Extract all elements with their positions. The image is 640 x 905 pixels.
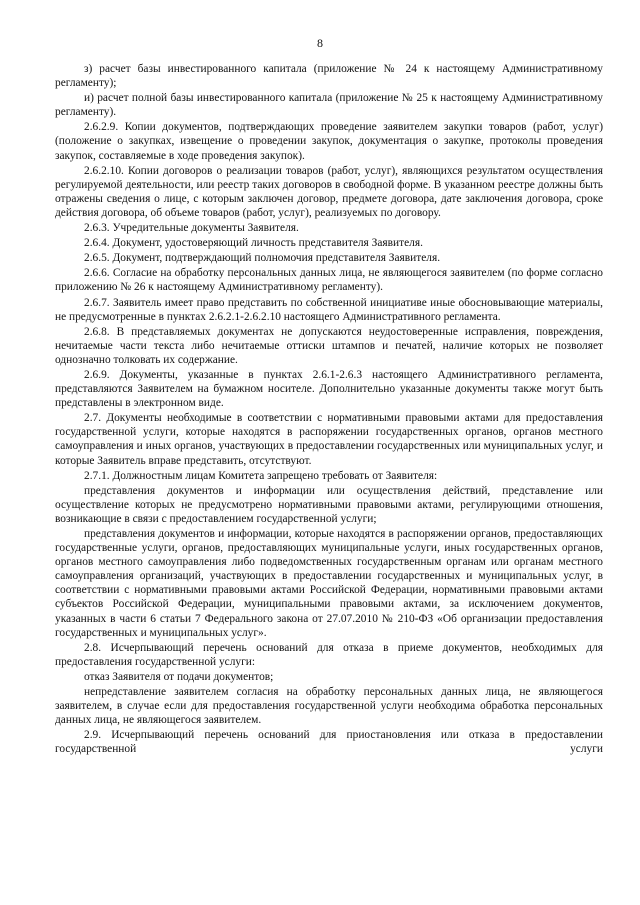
paragraph: з) расчет базы инвестированного капитала (приложение № 24 к настоящему Административному регламенту); — [55, 63, 603, 90]
paragraph: и) расчет полной базы инвестированного капитала (приложение № 25 к настоящему Административному регламенту). — [55, 92, 603, 119]
paragraph: 2.6.7. Заявитель имеет право представить по собственной инициативе иные обосновывающие материалы, не предусмотренные в пунктах 2.6.2.1-2.6.2.10 настоящего Административного регламента. — [55, 296, 603, 323]
paragraph: 2.6.5. Документ, подтверждающий полномочия представителя Заявителя. — [84, 252, 441, 265]
paragraph: 2.7. Документы необходимые в соответствии с нормативными правовыми актами для предоставления государственной услуги, которые находятся в распоряжении государственных органов, органов местного самоуправления и иных органов, участвующих в предоставлении государственных или муниципальных услуг, и которые Заявитель вправе представить, отсутствуют. — [55, 412, 603, 467]
paragraph: отказ Заявителя от подачи документов; — [84, 670, 274, 683]
paragraph: 2.6.2.10. Копии договоров о реализации товаров (работ, услуг), являющихся результатом осуществления регулируемой деятельности, или реестр таких договоров в свободной форме. В указанном реестре должны быть отражены сведения о лице, с которым заключен договор, предмете договора, дате заключения договора, сроке действия договора, об объеме товаров (работ, услуг), реализуемых по договору. — [55, 164, 603, 219]
paragraph: непредставление заявителем согласия на обработку персональных данных лица, не являющегося заявителем, в случае если для предоставления государственной услуги необходима обработка персональных данных лица, не являющегося заявителем. — [55, 686, 603, 727]
paragraph: представления документов и информации, которые находятся в распоряжении органов, предоставляющих государственные услуги, органов, предоставляющих муниципальные услуги, иных государственных органов, органов местного самоуправления либо подведомственных государственным органам или органам местного самоуправления организаций, участвующих в предоставлении государственных и муниципальных услуг, в соответствии с нормативными правовыми актами Российской Федерации, нормативными правовыми актами субъектов Российской Федерации, муниципальными правовыми актами, за исключением документов, указанных в части 6 статьи 7 Федерального закона от 27.07.2010 № 210-ФЗ «Об организации предоставления государственных и муниципальных услуг». — [55, 528, 603, 639]
page-number: 8 — [317, 36, 323, 50]
paragraph: представления документов и информации или осуществления действий, представление или осуществление которых не предусмотрено нормативными правовыми актами, регулирующими отношения, возникающие в связи с предоставлением государственной услуги; — [55, 484, 603, 525]
document-body — [55, 62, 603, 758]
paragraph: 2.8. Исчерпывающий перечень оснований для отказа в приеме документов, необходимых для предоставления государственной услуги: — [55, 641, 603, 668]
paragraph: 2.7.1. Должностным лицам Комитета запрещено требовать от Заявителя: — [84, 469, 438, 482]
paragraph: 2.9. Исчерпывающий перечень оснований для приостановления или отказа в предоставлении государственной услуги — [55, 729, 603, 756]
paragraph: 2.6.6. Согласие на обработку персональных данных лица, не являющегося заявителем (по форме согласно приложению № 26 к настоящему Административному регламенту). — [55, 267, 603, 294]
paragraph: 2.6.4. Документ, удостоверяющий личность представителя Заявителя. — [84, 237, 423, 250]
paragraph: 2.6.2.9. Копии документов, подтверждающих проведение заявителем закупки товаров (работ, услуг) (положение о закупках, извещение о проведении закупок, документация о закупке, протоколы проведения закупок, составляемые в ходе проведения закупок). — [55, 121, 603, 162]
paragraph: 2.6.3. Учредительные документы Заявителя. — [84, 222, 299, 235]
paragraph: 2.6.8. В представляемых документах не допускаются неудостоверенные исправления, повреждения, нечитаемые части текста либо нечитаемые оттиски штампов и печатей, наличие которых не позволяет однозначно толковать их содержание. — [55, 325, 603, 366]
paragraph: 2.6.9. Документы, указанные в пунктах 2.6.1-2.6.3 настоящего Административного регламента, представляются Заявителем на бумажном носителе. Дополнительно указанные документы также могут быть представлены в электронном виде. — [55, 368, 603, 410]
